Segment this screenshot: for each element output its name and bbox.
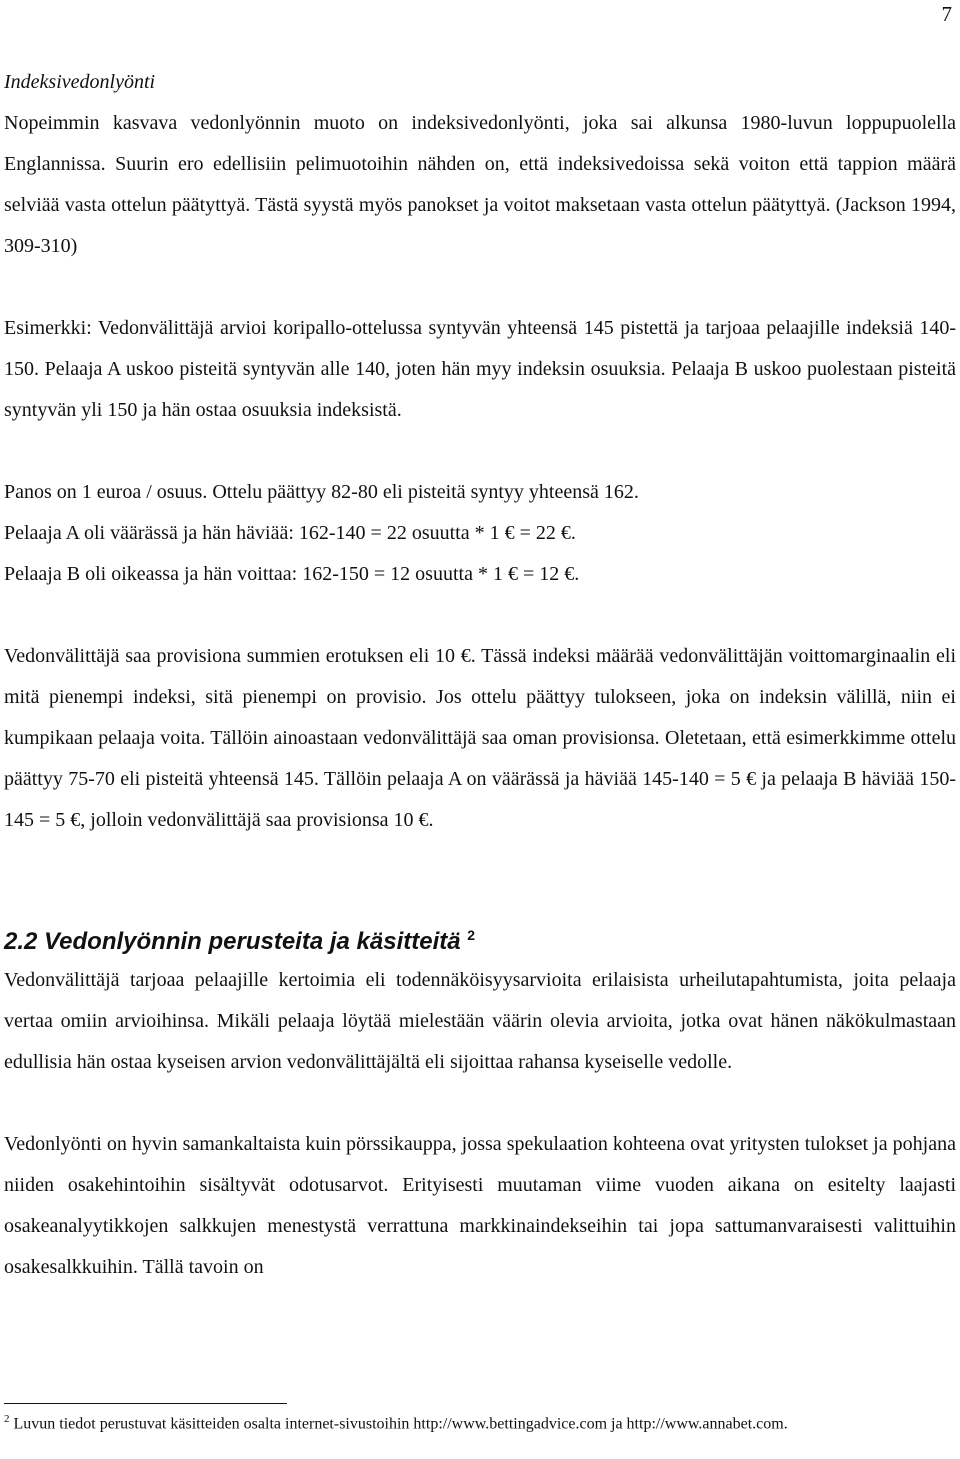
calculation-line: Pelaaja B oli oikeassa ja hän voittaa: 162-150 = 12 osuutta * 1 € = 12 €. — [4, 563, 580, 585]
footnote — [4, 1407, 904, 1436]
subheading: Indeksivedonlyönti — [4, 71, 156, 93]
footnote-marker: 2 — [4, 1413, 10, 1425]
paragraph: Nopeimmin kasvava vedonlyönnin muoto on indeksivedonlyönti, joka sai alkunsa 1980-luvun loppupuolella Englannissa. Suurin ero edellisiin pelimuotoihin nähden on, että indeksivedoissa sekä voiton että tappion määrä selviää vasta ottelun päätyttyä. Tästä syystä myös panokset ja voitot maksetaan vasta ottelun päätyttyä. (Jackson 1994, 309-310) — [4, 112, 956, 257]
calculation-line: Pelaaja A oli väärässä ja hän häviää: 162-140 = 22 osuutta * 1 € = 22 €. — [4, 522, 576, 544]
section-heading — [4, 917, 956, 960]
footnote-reference: 2 — [467, 927, 476, 943]
footnote-divider — [4, 1403, 287, 1404]
page-number: 7 — [941, 2, 952, 26]
section-title: Vedonlyönnin perusteita ja käsitteitä — [44, 928, 461, 955]
paragraph: Vedonvälittäjä saa provisiona summien erotuksen eli 10 €. Tässä indeksi määrää vedonvälittäjän voittomarginaalin eli mitä pienempi indeksi, sitä pienempi on provisio. Jos ottelu päättyy tulokseen, joka on indeksin välillä, niin ei kumpikaan pelaaja voita. Tällöin ainoastaan vedonvälittäjä saa oman provisionsa. Oletetaan, että esimerkkimme ottelu päättyy 75-70 eli pisteitä yhteensä 145. Tällöin pelaaja A on väärässä ja häviää 145-140 = 5 € ja pelaaja B häviää 150-145 = 5 €, jolloin vedonvälittäjä saa provisionsa 10 €. — [4, 645, 956, 831]
paragraph: Vedonvälittäjä tarjoaa pelaajille kertoimia eli todennäköisyysarvioita erilaisista urheilutapahtumista, joita pelaaja vertaa omiin arvioihinsa. Mikäli pelaaja löytää mielestään väärin olevia arvioita, jotka ovat hänen näkökulmastaan edullisia hän ostaa kyseisen arvion vedonvälittäjältä eli sijoittaa rahansa kyseiselle vedolle. — [4, 969, 956, 1073]
document-body — [4, 62, 956, 1288]
footnote-text: Luvun tiedot perustuvat käsitteiden osalta internet-sivustoihin http://www.bettingadvice.com ja http://www.annabet.com. — [13, 1415, 788, 1433]
example-calculation — [4, 472, 956, 595]
paragraph: Esimerkki: Vedonvälittäjä arvioi koripallo-ottelussa syntyvän yhteensä 145 pistettä ja tarjoaa pelaajille indeksiä 140-150. Pelaaja A uskoo pisteitä syntyvän alle 140, joten hän myy indeksin osuuksia. Pelaaja B uskoo puolestaan pisteitä syntyvän yli 150 ja hän ostaa osuuksia indeksistä. — [4, 317, 956, 421]
calculation-line: Panos on 1 euroa / osuus. Ottelu päättyy 82-80 eli pisteitä syntyy yhteensä 162. — [4, 481, 639, 503]
paragraph: Vedonlyönti on hyvin samankaltaista kuin pörssikauppa, jossa spekulaation kohteena ovat yritysten tulokset ja pohjana niiden osakehintoihin sisältyvät odotusarvot. Erityisesti muutaman viime vuoden aikana on esitelty laajasti osakeanalyytikkojen salkkujen menestystä verrattuna markkinaindekseihin tai jopa sattumanvaraisesti valittuihin osakesalkkuihin. Tällä tavoin on — [4, 1133, 956, 1278]
section-number: 2.2 — [4, 928, 38, 955]
